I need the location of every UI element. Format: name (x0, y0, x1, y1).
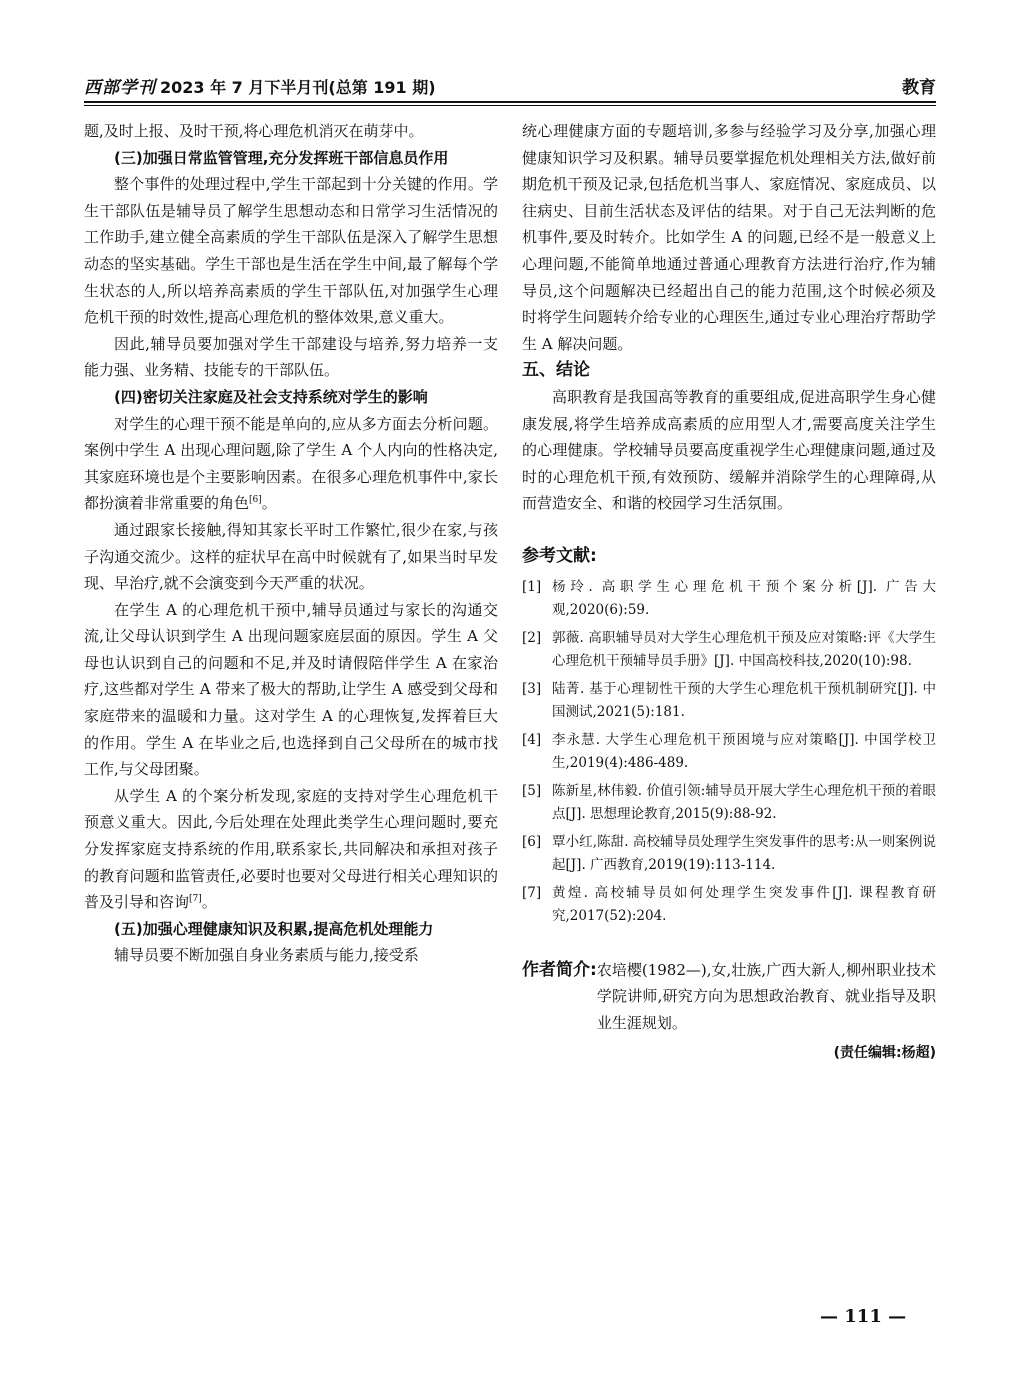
author-bio-text: 农培樱(1982—),女,壮族,广西大新人,柳州职业技术学院讲师,研究方向为思想政治教育、就业指导及职业生涯规划。 (596, 960, 936, 1032)
reference-number: [7] (522, 884, 542, 901)
paragraph: 题,及时上报、及时干预,将心理危机消灭在萌芽中。 (84, 122, 424, 140)
reference-number: [3] (522, 680, 542, 697)
running-header (84, 72, 936, 98)
responsible-editor: (责任编辑:杨超) (833, 1045, 936, 1062)
reference-list (522, 576, 936, 929)
reference-item (522, 627, 936, 674)
issue-info: 2023 年 7 月下半月刊(总第 191 期) (160, 78, 436, 97)
reference-item (522, 831, 936, 878)
paragraph: 因此,辅导员要加强对学生干部建设与培养,努力培养一支能力强、业务精、技能专的干部队伍。 (84, 334, 498, 380)
reference-number: [5] (522, 782, 542, 799)
reference-text: 杨玲. 高职学生心理危机干预个案分析[J]. 广告大观,2020(6):59. (552, 578, 936, 618)
paragraph: 整个事件的处理过程中,学生干部起到十分关键的作用。学生干部队伍是辅导员了解学生思想动态和日常学习生活情况的工作助手,建立健全高素质的学生干部队伍是深入了解学生思想动态的坚实基础。学生干部也是生活在学生中间,最了解每个学生状态的人,所以培养高素质的学生干部队伍,对加强学生心理危机干预的时效性,提高心理危机的整体效果,意义重大。 (84, 175, 498, 327)
paragraph (84, 411, 498, 517)
subheading-4: (四)密切关注家庭及社会支持系统对学生的影响 (114, 387, 428, 406)
left-column (84, 118, 498, 969)
reference-item (522, 576, 936, 623)
section-tag: 教育 (902, 78, 936, 98)
header-rule-thick (84, 101, 936, 103)
author-bio-label: 作者简介: (522, 959, 597, 980)
paragraph-end: 。 (201, 893, 217, 912)
reference-text: 李永慧. 大学生心理危机干预困境与应对策略[J]. 中国学校卫生,2019(4):486-489. (552, 731, 936, 771)
paragraph-text: 从学生 A 的个案分析发现,家庭的支持对学生心理危机干预意义重大。因此,今后处理在处理此类学生心理问题时,要充分发挥家庭支持系统的作用,联系家长,共同解决和承担对孩子的教育问题和监管责任,必要时也要对父母进行相关心理知识的普及引导和咨询 (84, 786, 498, 912)
reference-text: 黄煌. 高校辅导员如何处理学生突发事件[J]. 课程教育研究,2017(52):204. (552, 884, 936, 924)
right-column (522, 118, 936, 1067)
header-left (84, 73, 436, 98)
author-bio (522, 957, 936, 1037)
reference-number: [6] (522, 833, 542, 850)
reference-number: [2] (522, 629, 542, 646)
paragraph: 通过跟家长接触,得知其家长平时工作繁忙,很少在家,与孩子沟通交流少。这样的症状早在高中时候就有了,如果当时早发现、早治疗,就不会演变到今天严重的状况。 (84, 520, 498, 593)
section-title-conclusion: 五、结论 (522, 360, 590, 381)
citation: [6] (249, 495, 262, 506)
reference-text: 郭薇. 高职辅导员对大学生心理危机干预及应对策略:评《大学生心理危机干预辅导员手册》[J]. 中国高校科技,2020(10):98. (552, 629, 936, 669)
paragraph: 在学生 A 的心理危机干预中,辅导员通过与家长的沟通交流,让父母认识到学生 A 出现问题家庭层面的原因。学生 A 父母也认识到自己的问题和不足,并及时请假陪伴学生 A 在家治疗,这些都对学生 A 带来了极大的帮助,让学生 A 感受到父母和家庭带来的温暖和力量。这对学生 A 的心理恢复,发挥着巨大的作用。学生 A 在毕业之后,也选择到自己父母所在的城市找工作,与父母团聚。 (84, 600, 498, 779)
paragraph: 统心理健康方面的专题培训,多参与经验学习及分享,加强心理健康知识学习及积累。辅导员要掌握危机处理相关方法,做好前期危机干预及记录,包括危机当事人、家庭情况、家庭成员、以往病史、目前生活状态及评估的结果。对于自己无法判断的危机事件,要及时转介。比如学生 A 的问题,已经不是一般意义上心理问题,不能简单地通过普通心理教育方法进行治疗,作为辅导员,这个问题解决已经超出自己的能力范围,这个时候必须及时将学生问题转介给专业的心理医生,通过专业心理治疗帮助学生 A 解决问题。 (522, 122, 936, 353)
header-rule-thin (84, 105, 936, 106)
subheading-5: (五)加强心理健康知识及积累,提高危机处理能力 (114, 919, 434, 938)
subheading-3: (三)加强日常监管管理,充分发挥班干部信息员作用 (114, 148, 449, 167)
journal-logo: 西部学刊 (84, 78, 156, 98)
reference-text: 覃小红,陈甜. 高校辅导员处理学生突发事件的思考:从一则案例说起[J]. 广西教育,2019(19):113-114. (552, 833, 936, 873)
reference-item (522, 678, 936, 725)
reference-text: 陈新星,林伟毅. 价值引领:辅导员开展大学生心理危机干预的着眼点[J]. 思想理论教育,2015(9):88-92. (552, 782, 936, 822)
reference-number: [1] (522, 578, 542, 595)
paragraph: 辅导员要不断加强自身业务素质与能力,接受系 (114, 946, 419, 965)
references-title: 参考文献: (522, 545, 597, 566)
reference-number: [4] (522, 731, 542, 748)
reference-item (522, 729, 936, 776)
paragraph: 高职教育是我国高等教育的重要组成,促进高职学生身心健康发展,将学生培养成高素质的应用型人才,需要高度关注学生的心理健康。学校辅导员要高度重视学生心理健康问题,通过及时的心理危机干预,有效预防、缓解并消除学生的心理障碍,从而营造安全、和谐的校园学习生活氛围。 (522, 387, 936, 513)
paragraph (84, 783, 498, 916)
reference-item (522, 780, 936, 827)
paragraph-text: 对学生的心理干预不能是单向的,应从多方面去分析问题。案例中学生 A 出现心理问题,除了学生 A 个人内向的性格决定,其家庭环境也是个主要影响因素。在很多心理危机事件中,家长都扮演着非常重要的角色 (84, 414, 498, 513)
page-number: — 111 — (820, 1306, 907, 1327)
paragraph-end: 。 (261, 494, 277, 513)
reference-item (522, 882, 936, 929)
citation: [7] (189, 894, 202, 905)
reference-text: 陆菁. 基于心理韧性干预的大学生心理危机干预机制研究[J]. 中国测试,2021(5):181. (552, 680, 936, 720)
